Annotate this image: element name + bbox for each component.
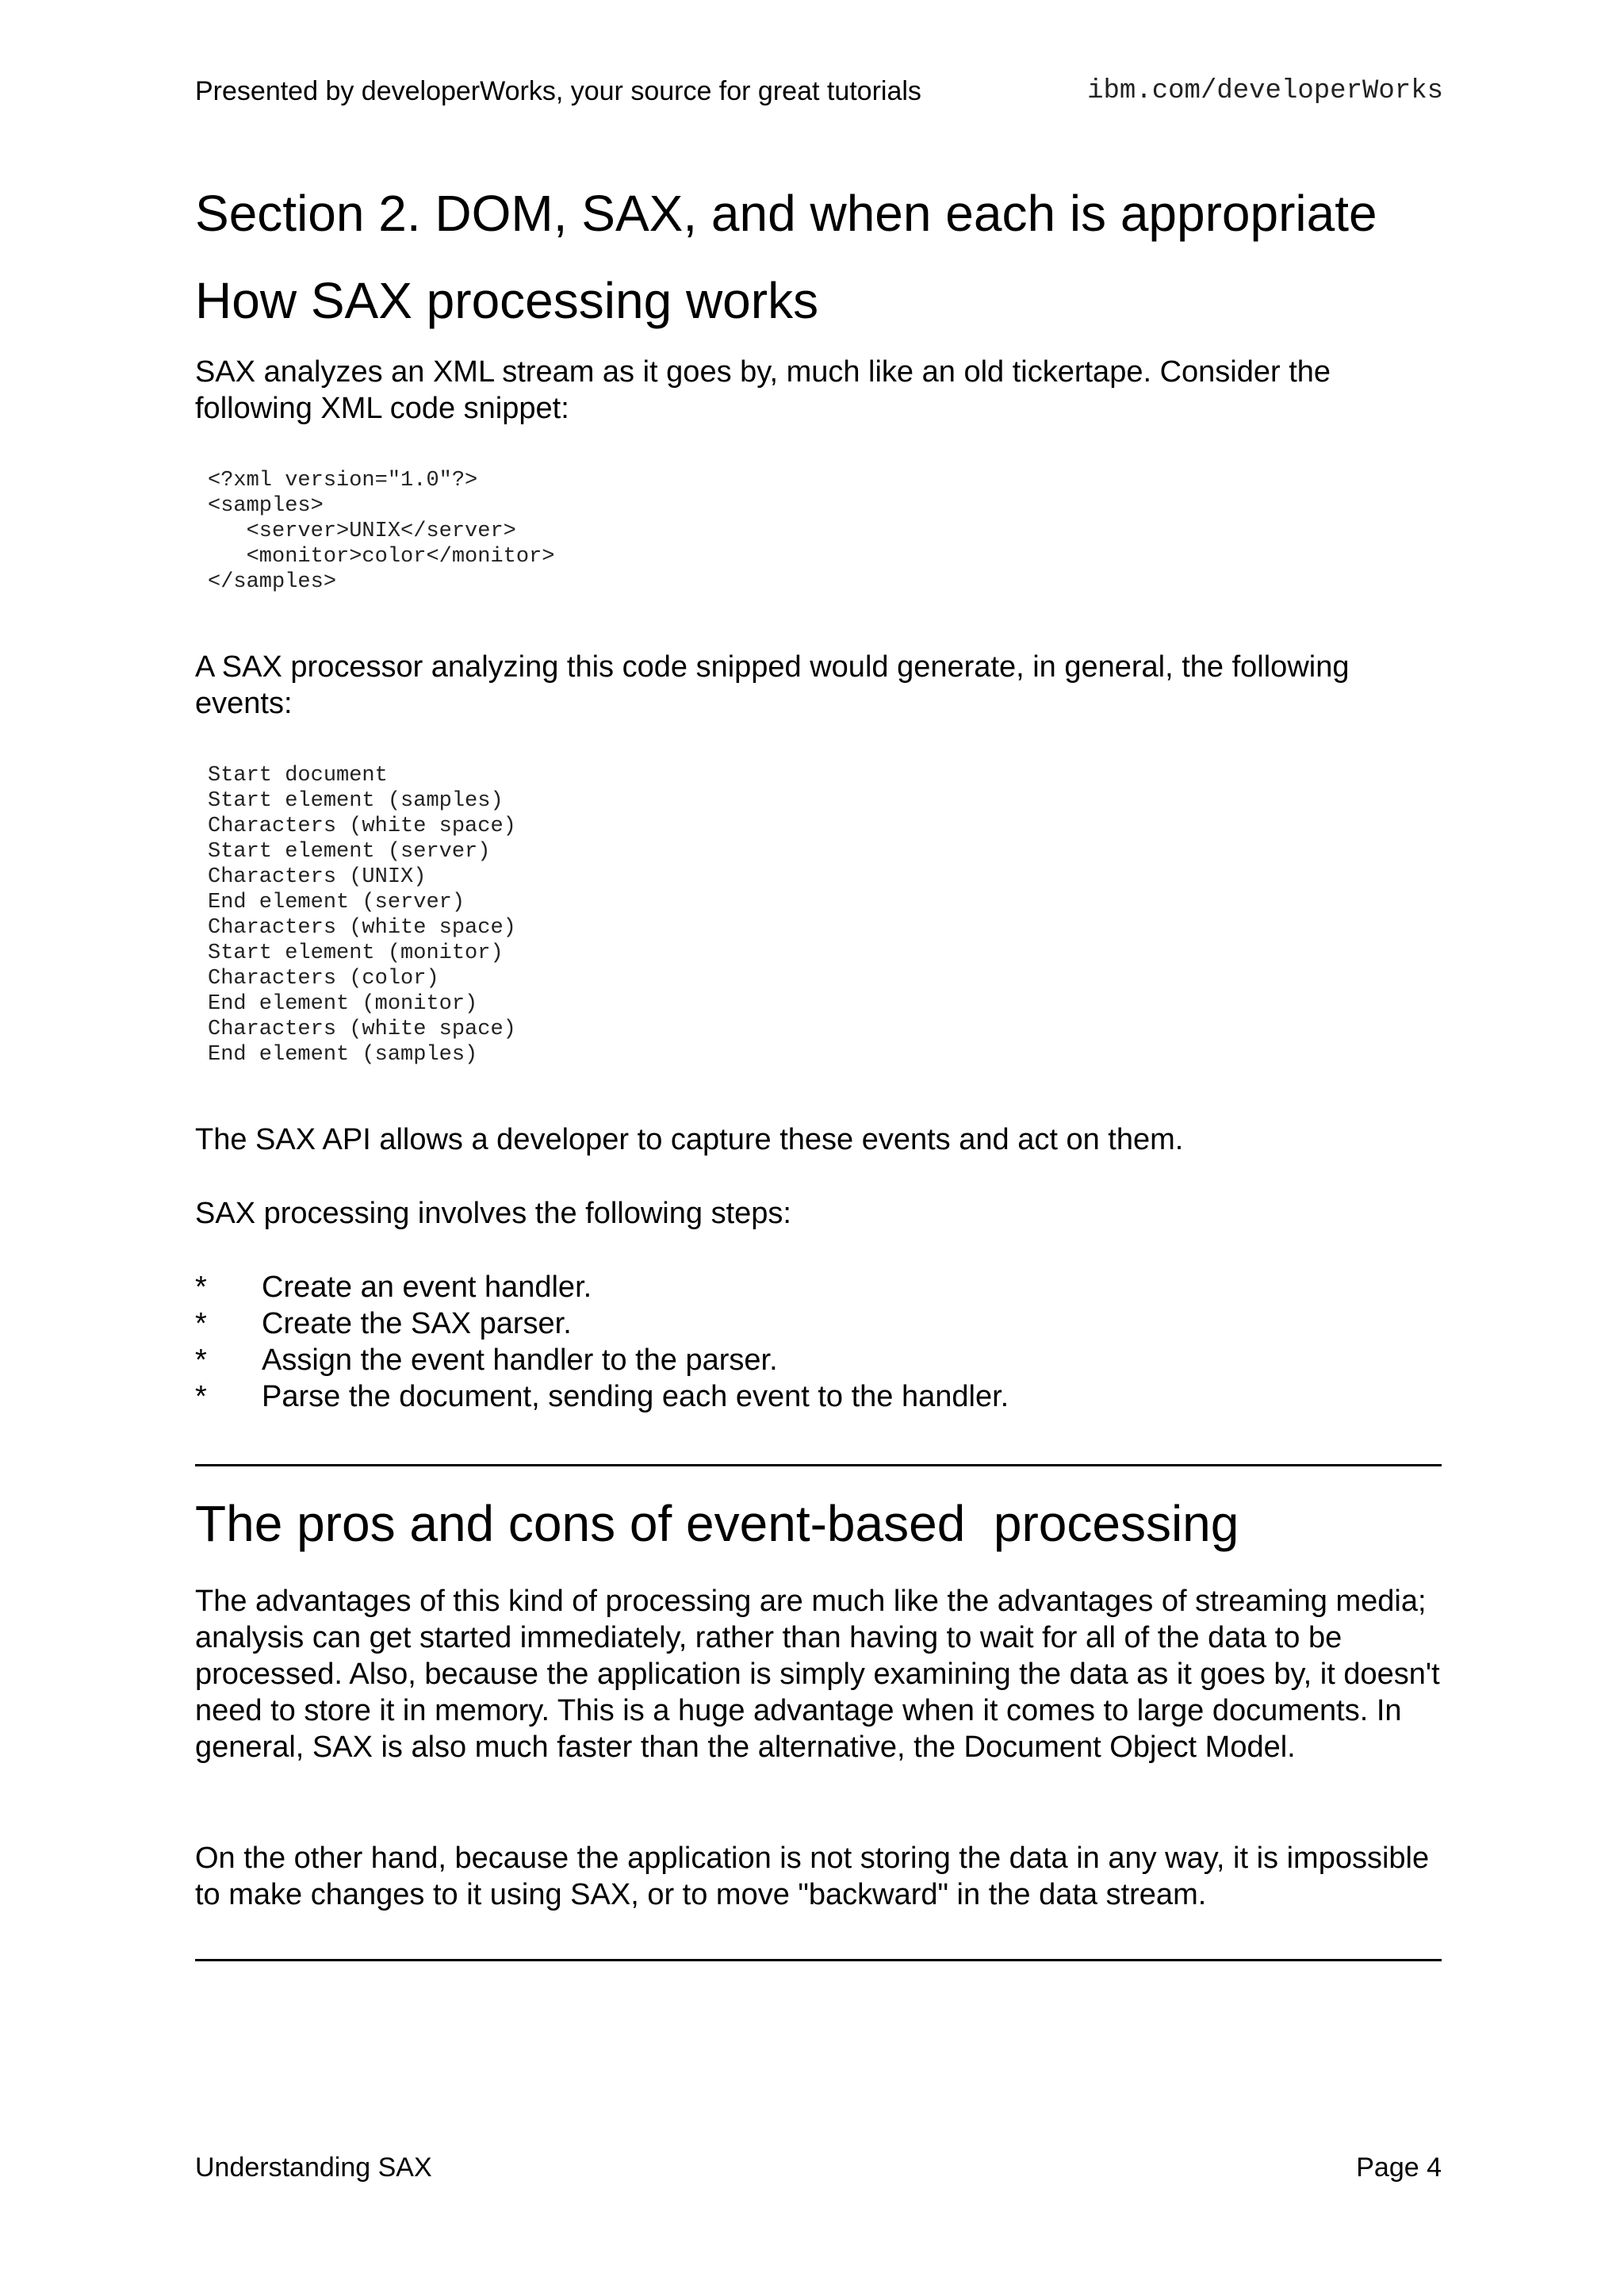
step-text: Assign the event handler to the parser. [262,1343,778,1377]
bullet-marker: * [195,1380,207,1413]
bullet-marker: * [195,1307,207,1340]
advantages-paragraph: The advantages of this kind of processing are much like the advantages of streaming media; analysis can get started immediately, rather than having to wait for all of the data to be processed. Also, because the application is simply examining the data as it goes by, it doesn't need to store it in memory. This is a huge advantage when it comes to large documents. In general, SAX is also much faster than the alternative, the Document Object Model. [195,1585,1440,1764]
section-divider [195,1959,1442,1961]
subsection-title-sax-processing: How SAX processing works [195,272,819,329]
step-text: Create the SAX parser. [262,1307,572,1340]
list-item [195,1342,1009,1378]
footer-page-number: Page 4 [1356,2152,1442,2183]
steps-intro-paragraph: SAX processing involves the following steps: [195,1197,791,1230]
bullet-marker: * [195,1271,207,1304]
footer-tutorial-title: Understanding SAX [195,2152,432,2183]
disadvantages-paragraph: On the other hand, because the application is not storing the data in any way, it is impossible to make changes to it using SAX, or to move "backward" in the data stream. [195,1842,1430,1911]
intro-paragraph: SAX analyzes an XML stream as it goes by, much like an old tickertape. Consider the following XML code snippet: [195,355,1331,425]
step-text: Create an event handler. [262,1271,592,1304]
list-item [195,1378,1009,1415]
sax-steps-list [195,1269,1009,1415]
sax-events-listing: Start document Start element (samples) Characters (white space) Start element (server) Characters (UNIX) End element (server) Characters (white space) Start element (monitor) Characters (color) End element (monitor) Characters (white space) End element (samples) [208,764,516,1067]
events-intro-paragraph: A SAX processor analyzing this code snipped would generate, in general, the following events: [195,650,1350,720]
list-item [195,1305,1009,1342]
list-item [195,1269,1009,1305]
subsection-title-pros-cons: The pros and cons of event-based processing [195,1495,1239,1552]
step-text: Parse the document, sending each event to the handler. [262,1380,1009,1413]
section-divider [195,1464,1442,1466]
header-tagline: Presented by developerWorks, your source for great tutorials [195,76,921,106]
bullet-marker: * [195,1343,207,1377]
xml-code-snippet: <?xml version="1.0"?> <samples> <server>UNIX</server> <monitor>color</monitor> </samples> [208,469,555,594]
header-site-link[interactable]: ibm.com/developerWorks [1087,76,1443,106]
sax-api-paragraph: The SAX API allows a developer to capture these events and act on them. [195,1123,1184,1156]
section-title: Section 2. DOM, SAX, and when each is appropriate [195,185,1377,242]
